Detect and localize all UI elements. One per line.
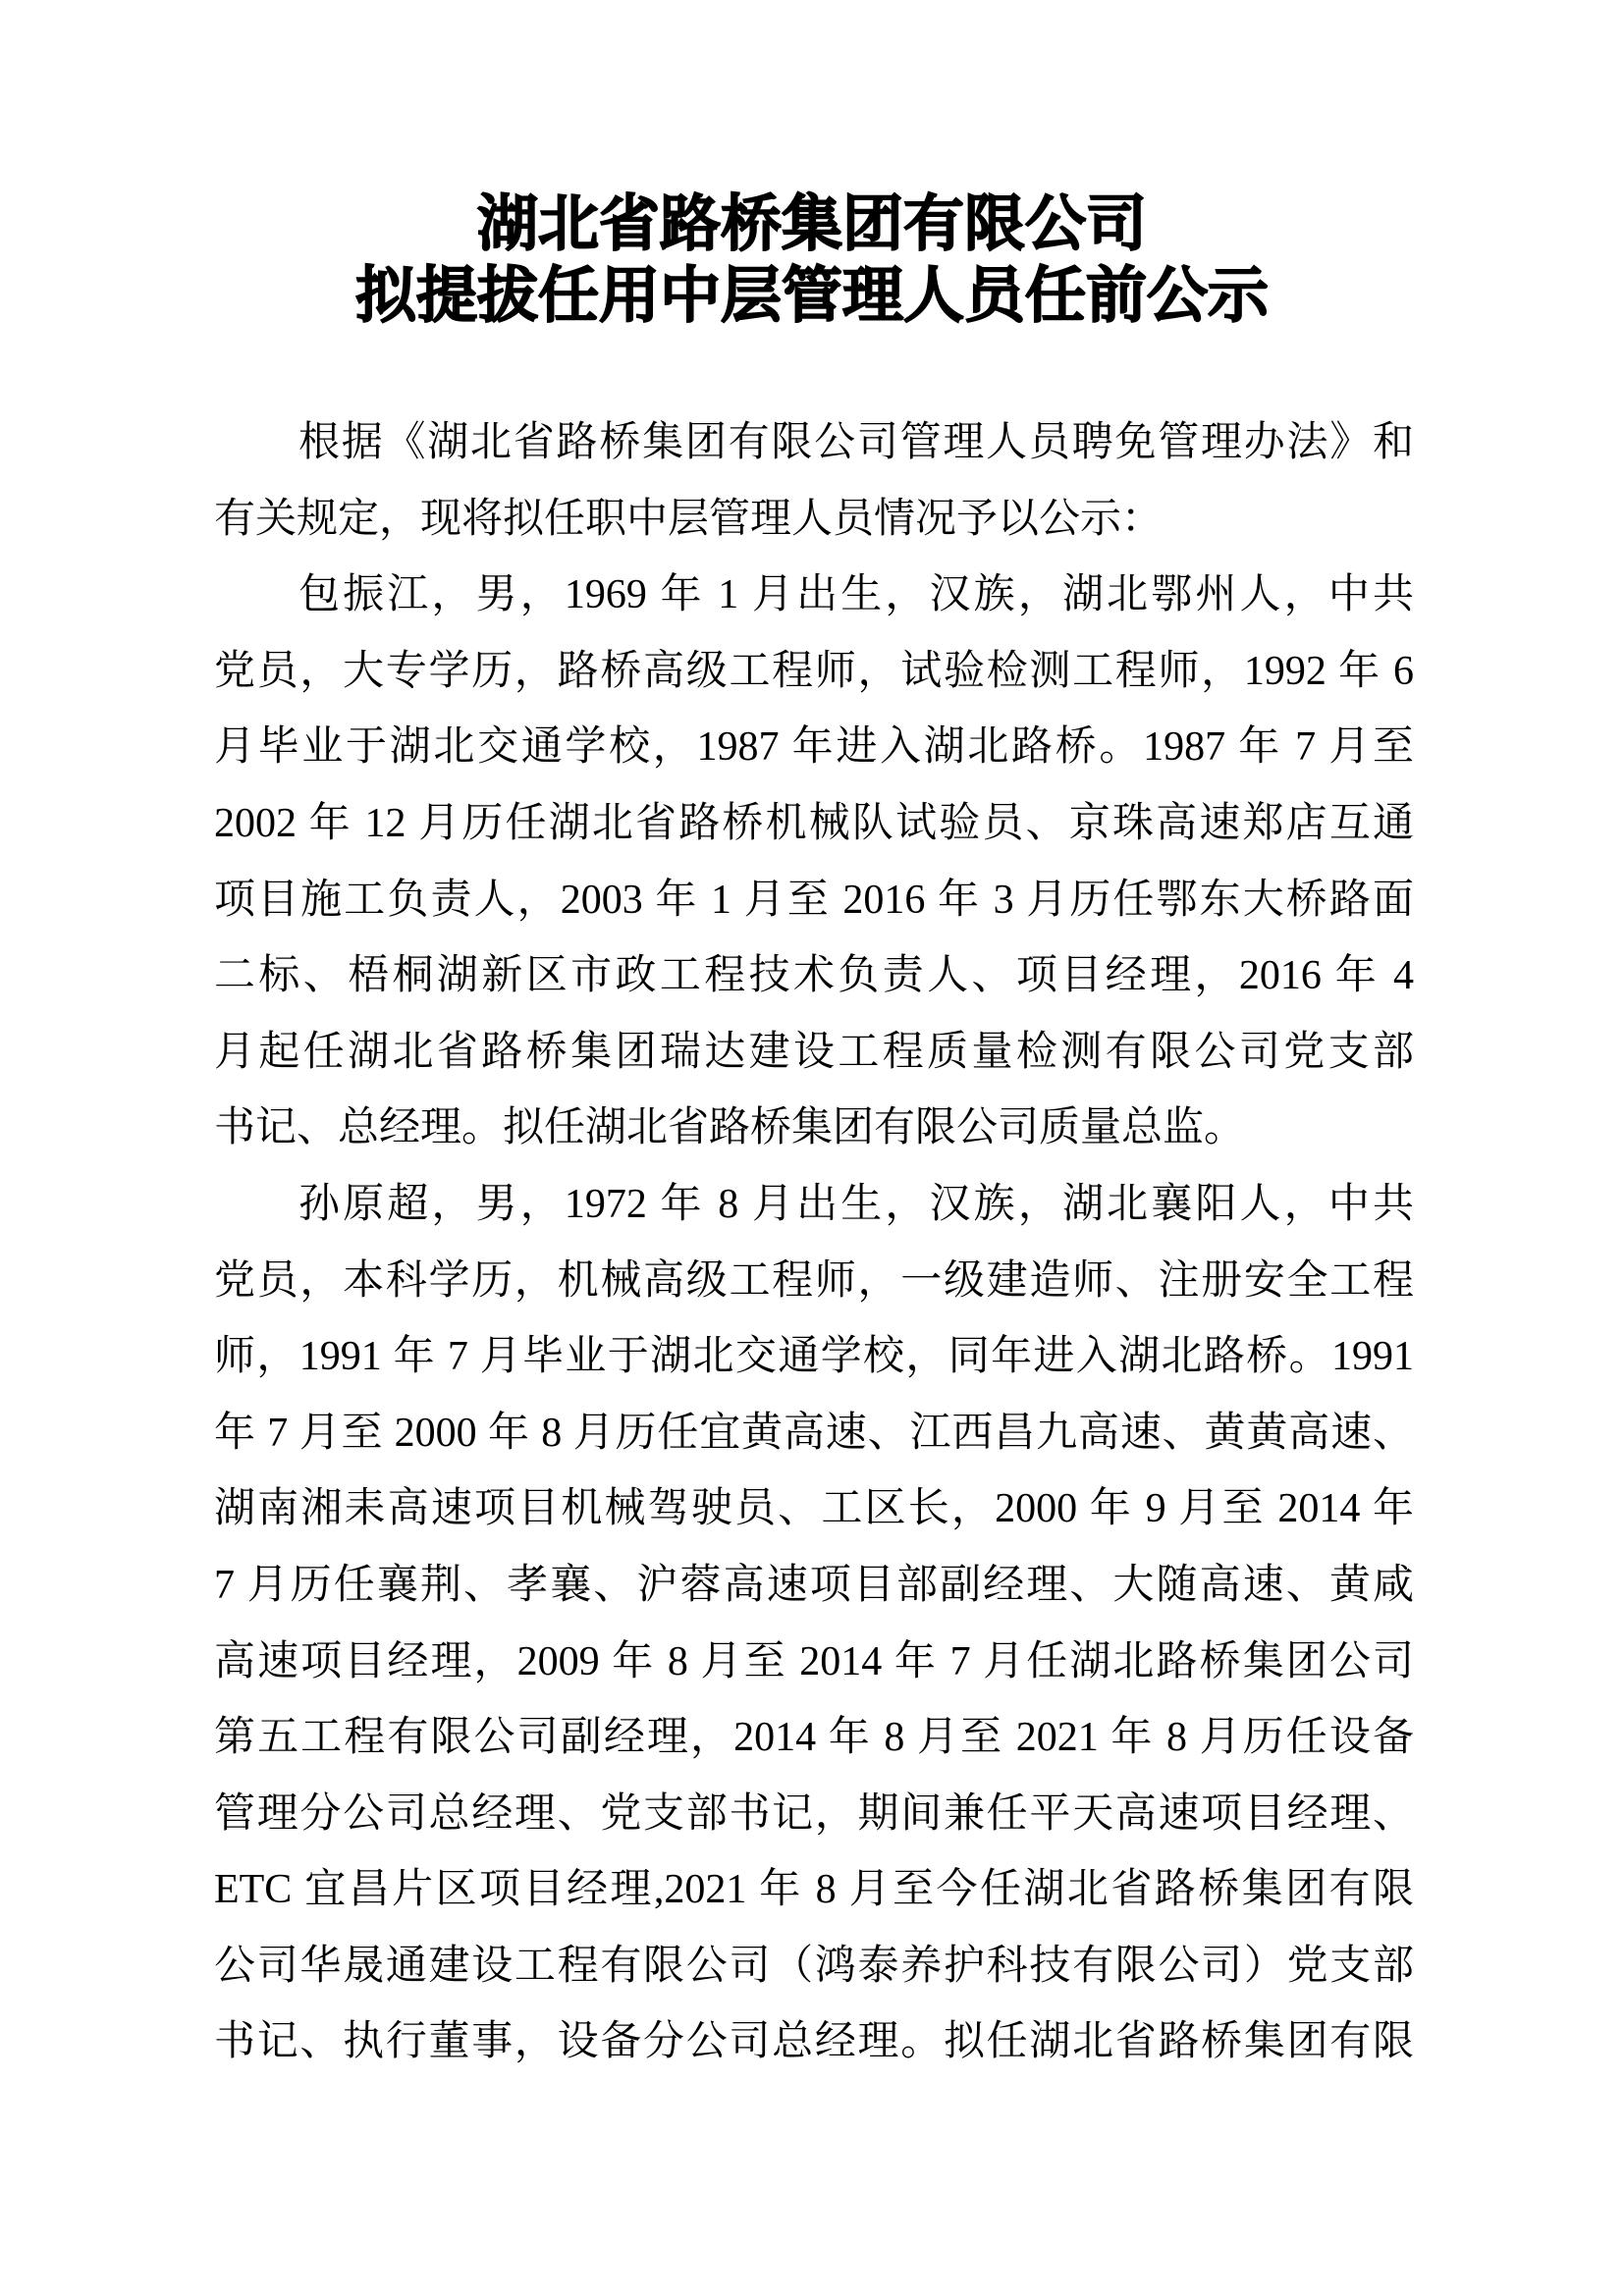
body-line: 月起任湖北省路桥集团瑞达建设工程质量检测有限公司党支部 — [214, 1029, 1414, 1075]
body-line: 月毕业于湖北交通学校，1987 年进入湖北路桥。1987 年 7 月至 — [214, 724, 1414, 771]
body-line: 包振江，男，1969 年 1 月出生，汉族，湖北鄂州人，中共 — [298, 572, 1414, 618]
body-line: ETC 宜昌片区项目经理,2021 年 8 月至今任湖北省路桥集团有限 — [214, 1867, 1414, 1913]
document-body — [214, 405, 1414, 2081]
body-line: 书记、总经理。拟任湖北省路桥集团有限公司质量总监。 — [214, 1105, 1246, 1151]
title-line-1: 湖北省路桥集团有限公司 — [476, 191, 1147, 258]
body-line: 湖南湘耒高速项目机械驾驶员、工区长，2000 年 9 月至 2014 年 — [214, 1486, 1414, 1532]
body-line: 根据《湖北省路桥集团有限公司管理人员聘免管理办法》和 — [298, 420, 1414, 465]
body-line: 年 7 月至 2000 年 8 月历任宜黄高速、江西昌九高速、黄黄高速、 — [214, 1410, 1414, 1456]
body-line: 有关规定，现将拟任职中层管理人员情况予以公示： — [214, 496, 1164, 542]
body-line: 师，1991 年 7 月毕业于湖北交通学校，同年进入湖北路桥。1991 — [214, 1334, 1414, 1380]
body-line: 公司华晟通建设工程有限公司（鸿泰养护科技有限公司）党支部 — [214, 1943, 1414, 1989]
title-line-2: 拟提拔任用中层管理人员任前公示 — [354, 263, 1269, 330]
body-line: 7 月历任襄荆、孝襄、沪蓉高速项目部副经理、大随高速、黄咸 — [214, 1562, 1414, 1608]
body-line: 书记、执行董事，设备分公司总经理。拟任湖北省路桥集团有限 — [214, 2019, 1414, 2065]
body-line: 党员，本科学历，机械高级工程师，一级建造师、注册安全工程 — [214, 1257, 1414, 1304]
body-line: 高速项目经理，2009 年 8 月至 2014 年 7 月任湖北路桥集团公司 — [214, 1638, 1414, 1684]
document-title — [0, 0, 1624, 333]
body-line: 孙原超，男，1972 年 8 月出生，汉族，湖北襄阳人，中共 — [298, 1181, 1414, 1227]
body-line: 项目施工负责人，2003 年 1 月至 2016 年 3 月历任鄂东大桥路面 — [214, 877, 1414, 923]
body-line: 党员，大专学历，路桥高级工程师，试验检测工程师，1992 年 6 — [214, 648, 1414, 694]
body-line: 管理分公司总经理、党支部书记，期间兼任平天高速项目经理、 — [214, 1790, 1414, 1837]
body-line: 2002 年 12 月历任湖北省路桥机械队试验员、京珠高速郑店互通 — [214, 800, 1414, 846]
body-line: 第五工程有限公司副经理，2014 年 8 月至 2021 年 8 月历任设备 — [214, 1715, 1414, 1761]
body-line: 二标、梧桐湖新区市政工程技术负责人、项目经理，2016 年 4 — [214, 953, 1414, 999]
